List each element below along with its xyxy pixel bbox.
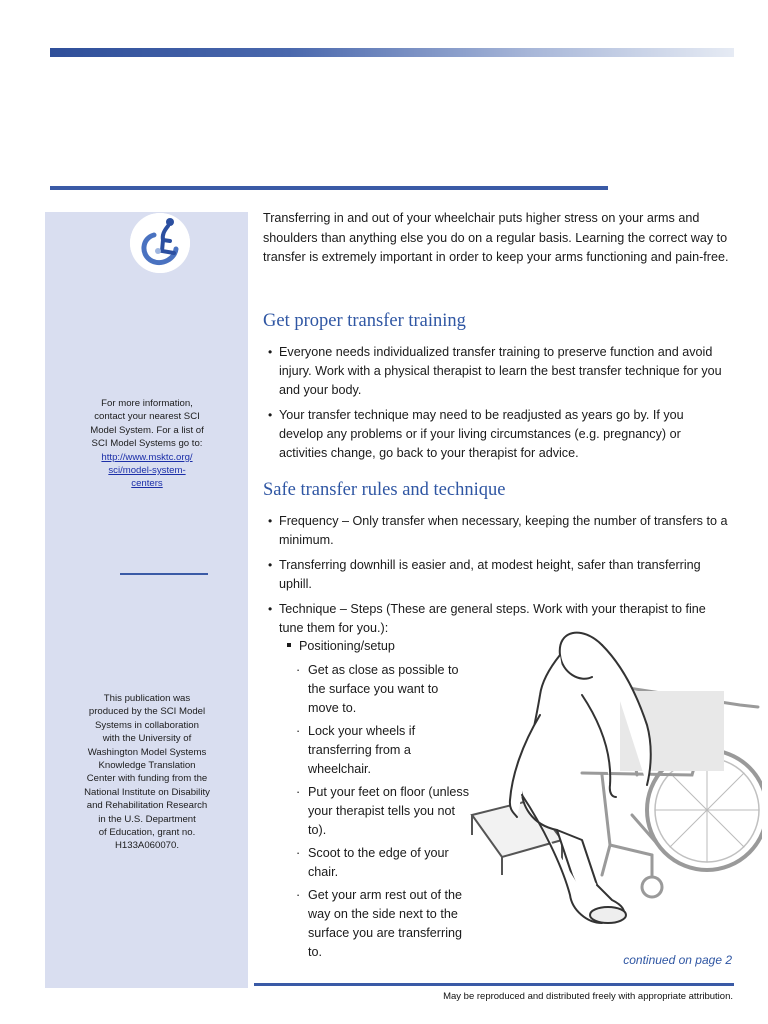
bullet-icon: • xyxy=(268,602,273,616)
intro-paragraph: Transferring in and out of your wheelchair puts higher stress on your arms and shoulders than anything else you do on a regular basis. Learning the correct way to transfer is extremely important in order to keep your arms functioning and pain-free. xyxy=(263,211,729,264)
publication-line: with the University of xyxy=(102,733,192,745)
list-item-text: Transferring downhill is easier and, at modest height, safer than transferring uphill. xyxy=(279,558,701,591)
publication-line: This publication was xyxy=(103,693,191,704)
title-rule xyxy=(50,186,608,190)
transfer-illustration-icon xyxy=(462,625,762,937)
step-text: Put your feet on floor (unless your therapist tells you not to). xyxy=(308,785,470,837)
contact-line: For more information, xyxy=(101,398,193,409)
safe-transfer-heading: Safe transfer rules and technique xyxy=(263,480,506,500)
publication-line: of Education, grant no. xyxy=(98,827,196,839)
list-item xyxy=(263,406,731,463)
dot-bullet-icon: · xyxy=(296,888,301,902)
sidebar-divider xyxy=(120,573,208,575)
publication-line: and Rehabilitation Research xyxy=(86,800,208,812)
step-item xyxy=(296,722,472,779)
step-item xyxy=(296,844,472,882)
publication-note xyxy=(50,692,244,853)
publication-line: Center with funding from the xyxy=(86,773,208,785)
list-item-text: Your transfer technique may need to be readjusted as years go by. If you develop any problems or if your living circumstances (e.g. pregnancy) or activities change, go back to your therapist for advice. xyxy=(279,408,684,460)
contact-line: SCI Model Systems go to: xyxy=(91,438,203,450)
footer-attribution: May be reproduced and distributed freely with appropriate attribution. xyxy=(443,991,733,1002)
contact-line: contact your nearest SCI xyxy=(94,411,200,423)
continued-label: continued on page 2 xyxy=(623,953,732,967)
square-bullet-icon xyxy=(287,643,291,647)
bullet-icon: • xyxy=(268,558,273,572)
bullet-icon: • xyxy=(268,514,273,528)
publication-line: H133A060070. xyxy=(114,840,179,852)
step-text: Get your arm rest out of the way on the side next to the surface you are transferring to. xyxy=(308,888,462,959)
list-item-text: Frequency – Only transfer when necessary, keeping the number of transfers to a minimum. xyxy=(279,514,728,547)
subheading-text: Positioning/setup xyxy=(299,639,395,653)
list-item xyxy=(263,512,731,550)
list-item xyxy=(263,556,731,594)
publication-line: National Institute on Disability xyxy=(84,786,210,798)
publication-line: in the U.S. Department xyxy=(98,813,196,825)
wheelchair-logo-icon xyxy=(130,213,190,273)
list-item xyxy=(263,343,731,400)
dot-bullet-icon: · xyxy=(296,846,301,860)
positioning-subheading xyxy=(284,637,395,656)
step-item xyxy=(296,886,472,962)
publication-line: Systems in collaboration xyxy=(95,719,199,731)
publication-line: Washington Model Systems xyxy=(87,746,207,758)
safe-transfer-list xyxy=(263,512,731,638)
training-list xyxy=(263,343,731,463)
top-header-band xyxy=(50,48,734,57)
model-systems-link[interactable]: sci/model-system- xyxy=(108,465,186,477)
step-text: Scoot to the edge of your chair. xyxy=(308,846,449,879)
step-text: Lock your wheels if transferring from a wheelchair. xyxy=(308,724,416,776)
bullet-icon: • xyxy=(268,345,273,359)
dot-bullet-icon: · xyxy=(296,785,301,799)
bottom-rule xyxy=(254,983,734,986)
model-systems-link[interactable]: centers xyxy=(131,478,163,490)
list-item-text: Technique – Steps (These are general steps. Work with your therapist to fine tune them for you.): xyxy=(279,602,706,635)
publication-line: produced by the SCI Model xyxy=(88,706,206,718)
publication-line: Knowledge Translation xyxy=(98,760,196,772)
sidebar xyxy=(45,212,248,988)
training-heading: Get proper transfer training xyxy=(263,311,466,331)
step-text: Get as close as possible to the surface you want to move to. xyxy=(308,663,459,715)
positioning-steps xyxy=(296,661,472,962)
model-systems-link[interactable]: http://www.msktc.org/ xyxy=(101,451,193,463)
dot-bullet-icon: · xyxy=(296,724,301,738)
step-item xyxy=(296,783,472,840)
step-item xyxy=(296,661,472,718)
dot-bullet-icon: · xyxy=(296,663,301,677)
bullet-icon: • xyxy=(268,408,273,422)
contact-info xyxy=(50,397,244,491)
list-item-text: Everyone needs individualized transfer training to preserve function and avoid injury. Work with a physical therapist to learn the best transfer technique for you and your body. xyxy=(279,345,722,397)
contact-line: Model System. For a list of xyxy=(90,424,204,436)
